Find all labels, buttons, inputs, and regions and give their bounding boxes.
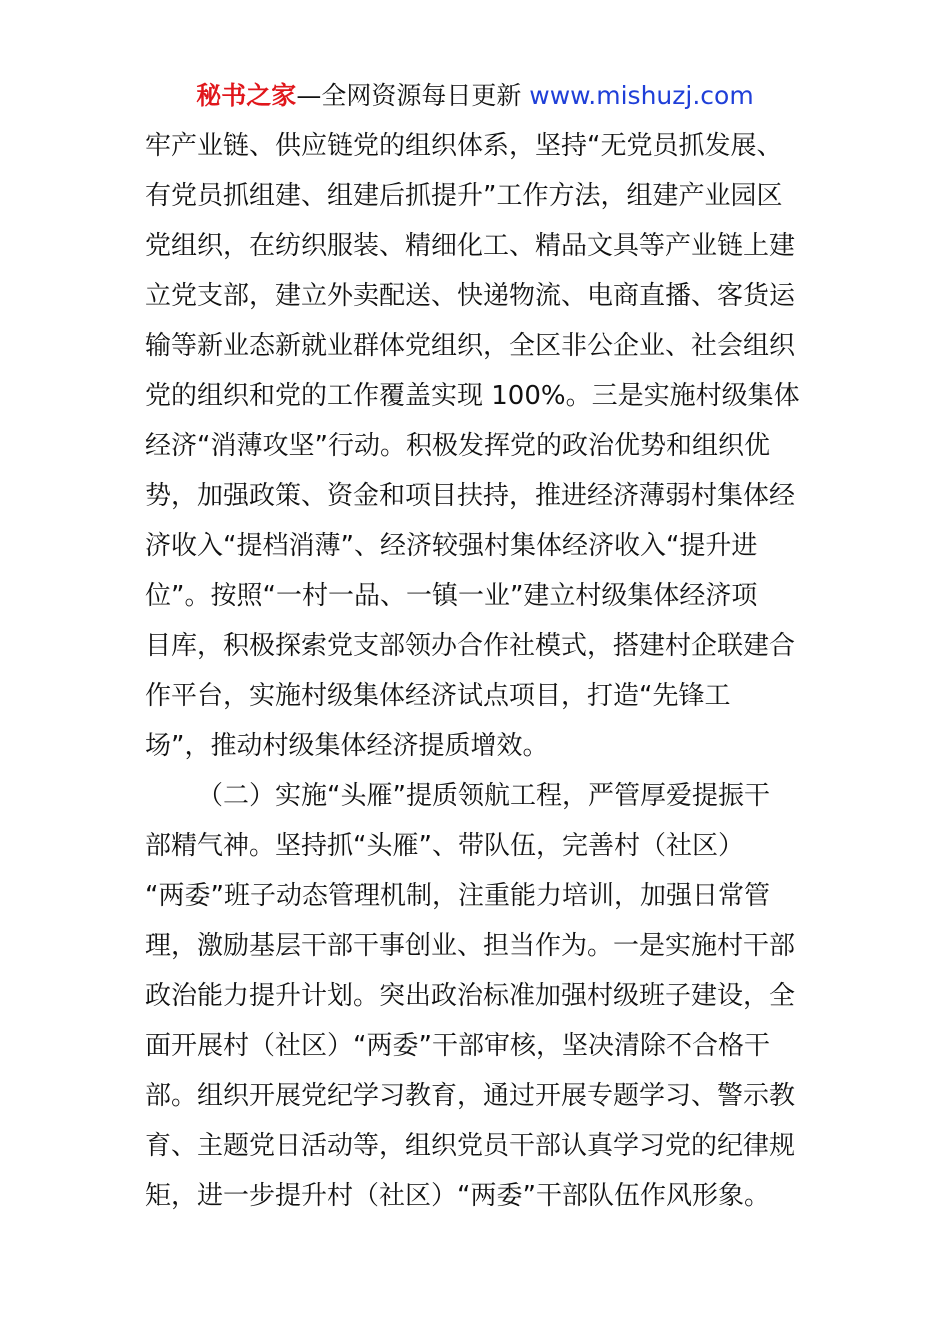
text-line: 势，加强政策、资金和项目扶持，推进经济薄弱村集体经 xyxy=(145,481,796,511)
text-line: 理，激励基层干部干事创业、担当作为。一是实施村干部 xyxy=(145,931,796,961)
text-line: 部精气神。坚持抓“头雁”、带队伍，完善村（社区） xyxy=(145,831,744,861)
text-line: “两委”班子动态管理机制，注重能力培训，加强日常管 xyxy=(145,881,770,911)
text-line: 党组织，在纺织服装、精细化工、精品文具等产业链上建 xyxy=(145,231,796,261)
text-line: 有党员抓组建、组建后抓提升”工作方法，组建产业园区 xyxy=(145,181,783,211)
text-line: 场”，推动村级集体经济提质增效。 xyxy=(145,731,549,761)
website-url[interactable]: www.mishuzj.com xyxy=(529,81,754,110)
text-line: 作平台，实施村级集体经济试点项目，打造“先锋工 xyxy=(145,681,731,711)
brand-name: 秘书之家 xyxy=(196,81,297,110)
text-line: 输等新业态新就业群体党组织，全区非公企业、社会组织 xyxy=(145,331,796,361)
text-line: 党的组织和党的工作覆盖实现 100%。三是实施村级集体 xyxy=(145,381,800,411)
header-tagline: —全网资源每日更新 xyxy=(296,81,530,110)
document-body xyxy=(145,121,825,1221)
text-line: 牢产业链、供应链党的组织体系，坚持“无党员抓发展、 xyxy=(145,131,783,161)
text-line: 部。组织开展党纪学习教育，通过开展专题学习、警示教 xyxy=(145,1081,796,1111)
text-line: 政治能力提升计划。突出政治标准加强村级班子建设，全 xyxy=(145,981,796,1011)
text-line: 位”。按照“一村一品、一镇一业”建立村级集体经济项 xyxy=(145,581,758,611)
text-line: 面开展村（社区）“两委”干部审核，坚决清除不合格干 xyxy=(145,1031,770,1061)
text-line: 济收入“提档消薄”、经济较强村集体经济收入“提升进 xyxy=(145,531,758,561)
text-line: 经济“消薄攻坚”行动。积极发挥党的政治优势和组织优 xyxy=(145,431,770,461)
text-line: 目库，积极探索党支部领办合作社模式，搭建村企联建合 xyxy=(145,631,796,661)
text-line: 育、主题党日活动等，组织党员干部认真学习党的纪律规 xyxy=(145,1131,796,1161)
paragraph-start-line: （二）实施“头雁”提质领航工程，严管厚爱提振干 xyxy=(197,781,770,811)
text-line: 矩，进一步提升村（社区）“两委”干部队伍作风形象。 xyxy=(145,1181,770,1211)
text-line: 立党支部，建立外卖配送、快递物流、电商直播、客货运 xyxy=(145,281,796,311)
page-header xyxy=(0,80,950,112)
